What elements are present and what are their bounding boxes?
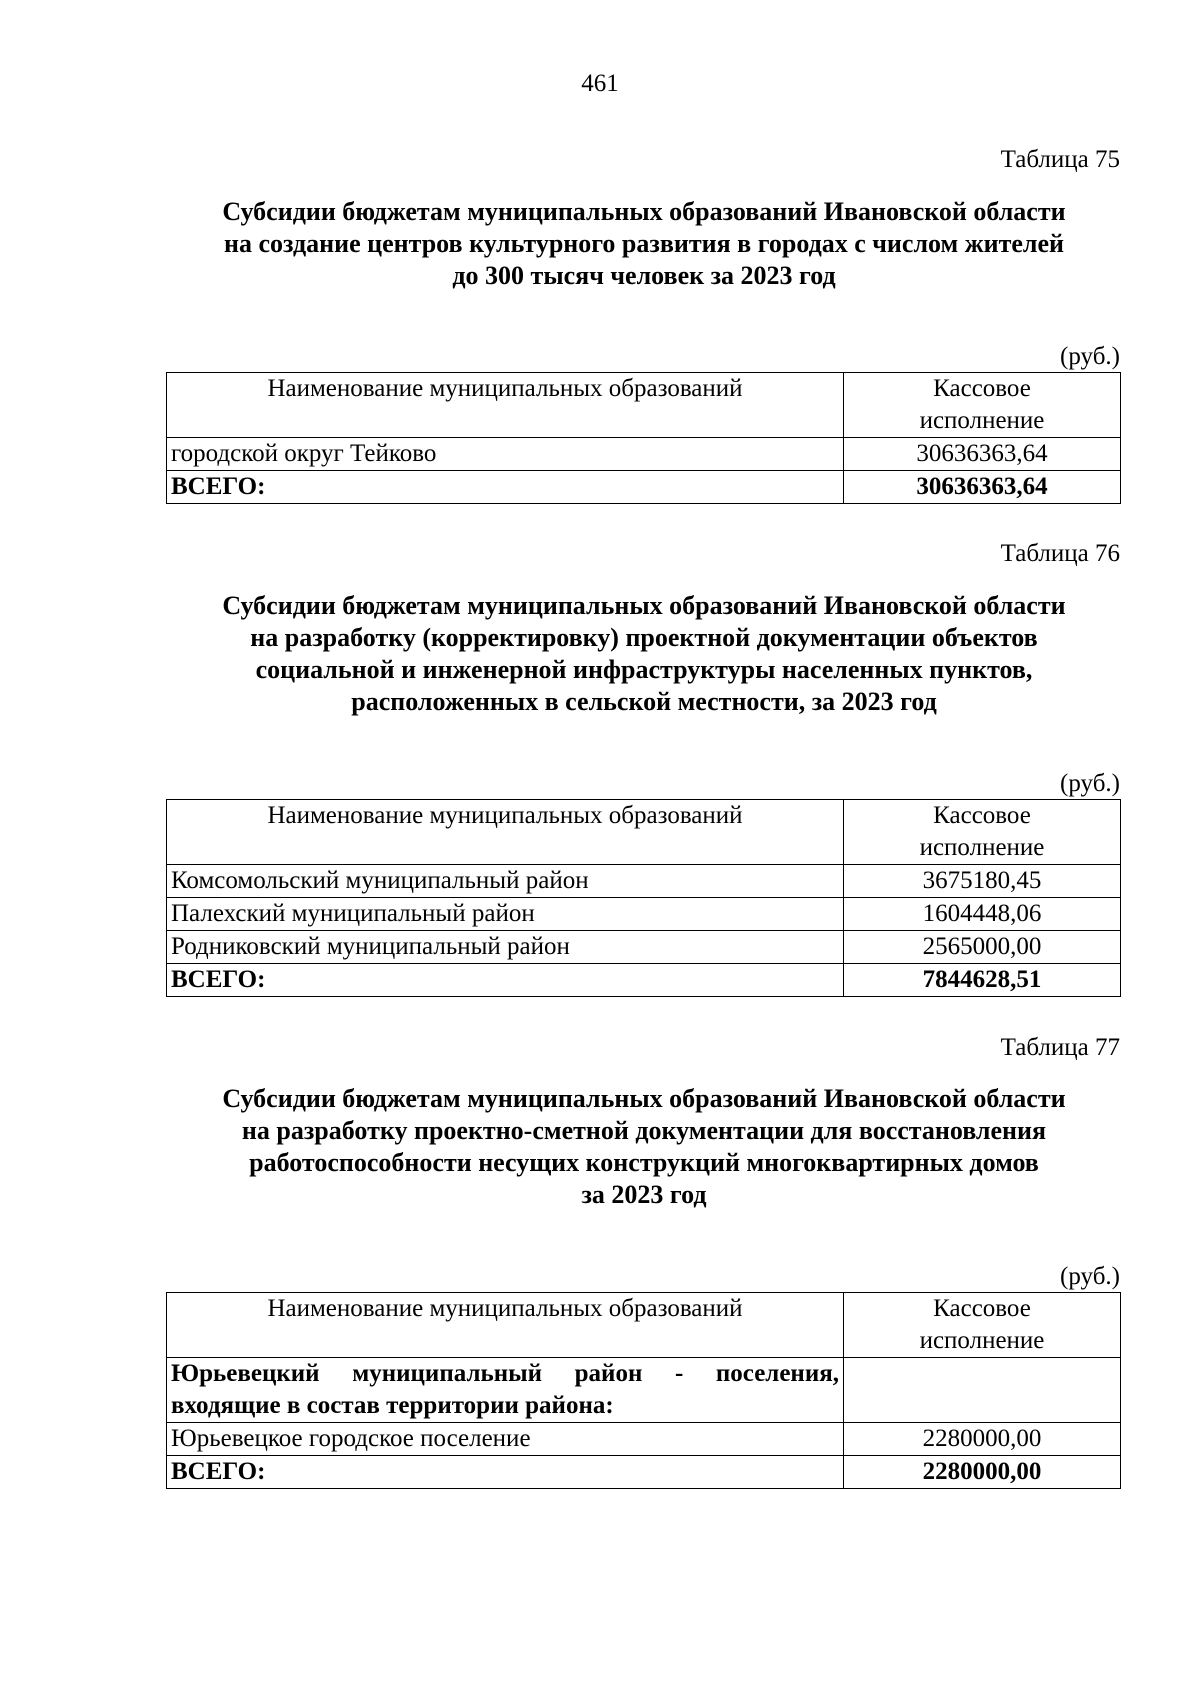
table-header-row	[167, 1293, 1121, 1358]
total-value: 30636363,64	[844, 471, 1121, 504]
table-76-title-line: социальной и инженерной инфраструктуры населенных пунктов,	[255, 655, 1033, 684]
table-77-title-line: на разработку проектно-сметной документации для восстановления	[241, 1116, 1047, 1145]
group-name-line1: Юрьевецкий муниципальный район - поселения,	[171, 1360, 839, 1387]
table-76-label: Таблица 76	[1000, 540, 1120, 567]
table-75-title-line: Субсидии бюджетам муниципальных образований Ивановской области	[222, 197, 1066, 226]
row-value: 3675180,45	[844, 865, 1121, 898]
table-75-title-line: на создание центров культурного развития в городах с числом жителей	[223, 229, 1065, 258]
total-label: ВСЕГО:	[167, 1456, 844, 1489]
col-name-header: Наименование муниципальных образований	[167, 1293, 844, 1358]
col-value-header-line1: Кассовое	[933, 375, 1031, 402]
row-name: Комсомольский муниципальный район	[167, 865, 844, 898]
col-name-header: Наименование муниципальных образований	[167, 373, 844, 438]
table-75-title	[168, 196, 1120, 292]
table-77-label: Таблица 77	[1000, 1034, 1120, 1061]
table-75	[166, 372, 1121, 504]
col-value-header-line2: исполнение	[919, 407, 1045, 434]
table-76-title-line: на разработку (корректировку) проектной документации объектов	[250, 623, 1038, 652]
col-value-header-line2: исполнение	[919, 1327, 1045, 1354]
total-row	[167, 964, 1121, 997]
table-header-row	[167, 800, 1121, 865]
total-value: 7844628,51	[844, 964, 1121, 997]
table-row	[167, 898, 1121, 931]
table-row	[167, 865, 1121, 898]
table-76-unit: (руб.)	[1060, 770, 1120, 797]
total-label: ВСЕГО:	[167, 964, 844, 997]
row-name: Палехский муниципальный район	[167, 898, 844, 931]
table-76-title-line: Субсидии бюджетам муниципальных образований Ивановской области	[222, 591, 1066, 620]
col-value-header	[844, 800, 1121, 865]
group-name-line2: входящие в состав территории района:	[171, 1392, 614, 1419]
row-value: 2280000,00	[844, 1423, 1121, 1456]
row-value: 30636363,64	[844, 438, 1121, 471]
table-75-unit: (руб.)	[1060, 343, 1120, 370]
col-value-header-line1: Кассовое	[933, 1295, 1031, 1322]
col-value-header	[844, 1293, 1121, 1358]
total-label: ВСЕГО:	[167, 471, 844, 504]
table-77-title-line: за 2023 год	[581, 1180, 707, 1209]
col-value-header-line2: исполнение	[919, 834, 1045, 861]
table-77-title-line: Субсидии бюджетам муниципальных образований Ивановской области	[222, 1084, 1066, 1113]
table-77-title	[168, 1083, 1120, 1211]
total-row	[167, 1456, 1121, 1489]
table-77	[166, 1292, 1121, 1489]
table-row	[167, 438, 1121, 471]
total-value: 2280000,00	[844, 1456, 1121, 1489]
row-name: городской округ Тейково	[167, 438, 844, 471]
table-header-row	[167, 373, 1121, 438]
table-75-title-line: до 300 тысяч человек за 2023 год	[452, 261, 836, 290]
col-value-header-line1: Кассовое	[933, 802, 1031, 829]
table-75-label: Таблица 75	[1000, 146, 1120, 173]
table-76-title	[168, 590, 1120, 718]
table-row	[167, 1423, 1121, 1456]
table-76-title-line: расположенных в сельской местности, за 2023 год	[351, 687, 937, 716]
page-number: 461	[581, 70, 619, 97]
table-row	[167, 931, 1121, 964]
group-row	[167, 1358, 1121, 1423]
table-76	[166, 799, 1121, 997]
row-name: Родниковский муниципальный район	[167, 931, 844, 964]
col-value-header	[844, 373, 1121, 438]
total-row	[167, 471, 1121, 504]
group-value-empty	[844, 1358, 1121, 1423]
table-77-unit: (руб.)	[1060, 1263, 1120, 1290]
row-value: 1604448,06	[844, 898, 1121, 931]
row-name: Юрьевецкое городское поселение	[167, 1423, 844, 1456]
table-77-title-line: работоспособности несущих конструкций многоквартирных домов	[249, 1148, 1039, 1177]
col-name-header: Наименование муниципальных образований	[167, 800, 844, 865]
row-value: 2565000,00	[844, 931, 1121, 964]
group-name	[167, 1358, 844, 1423]
